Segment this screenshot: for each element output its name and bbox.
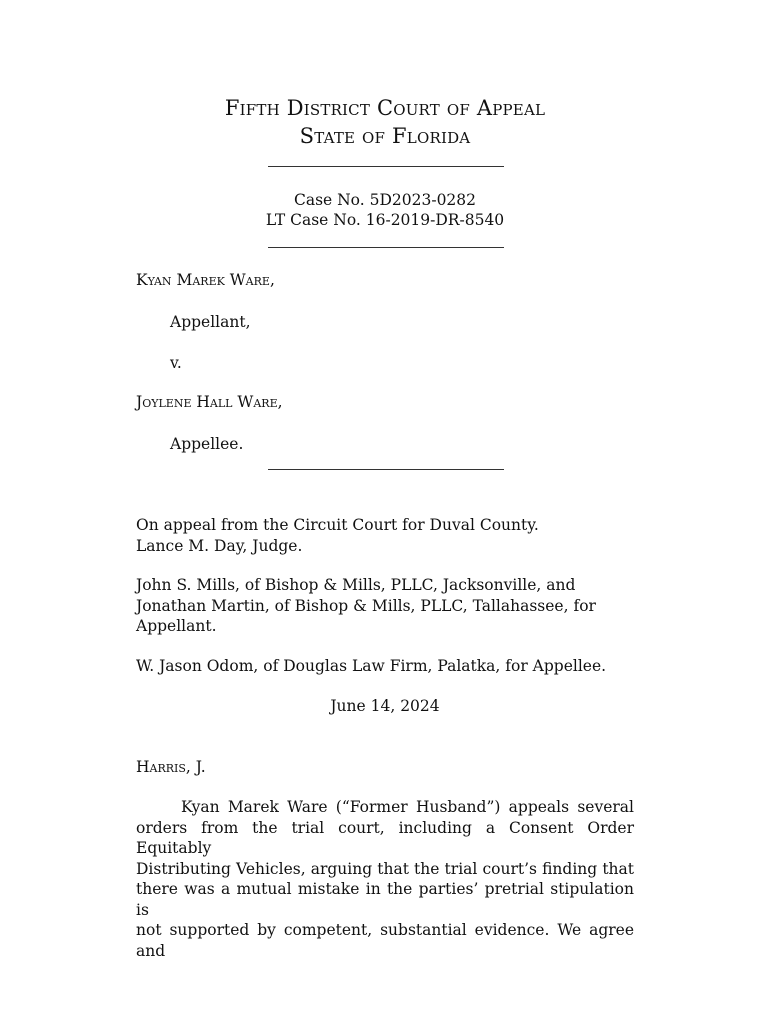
opinion-line: not supported by competent, substantial evidence. We agree and (136, 921, 634, 960)
opinion-author: Harris, J. (136, 758, 206, 776)
appellant-counsel (136, 575, 634, 637)
case-number: Case No. 5D2023-0282 (293, 191, 477, 209)
appeal-origin-line: On appeal from the Circuit Court for Duval County. (136, 516, 539, 534)
appeal-origin (136, 515, 634, 556)
opinion-line: there was a mutual mistake in the parties’ pretrial stipulation is (136, 880, 634, 919)
counsel-line: Appellant. (136, 617, 217, 635)
divider-parties (268, 469, 504, 470)
counsel-line: John S. Mills, of Bishop & Mills, PLLC, Jacksonville, and (136, 576, 576, 594)
appellee-role: Appellee. (170, 435, 244, 453)
counsel-line: Jonathan Martin, of Bishop & Mills, PLLC, Tallahassee, for (136, 596, 596, 615)
opinion-line: orders from the trial court, including a Consent Order Equitably (136, 818, 634, 857)
appellant-role: Appellant, (170, 313, 251, 331)
opinion-line: Distributing Vehicles, arguing that the trial court’s finding that (136, 859, 634, 878)
divider-case (268, 247, 504, 248)
appellee-name: Joylene Hall Ware, (136, 393, 283, 411)
opinion-line: Kyan Marek Ware (“Former Husband”) appeals several (181, 798, 634, 816)
opinion-paragraph (136, 797, 634, 961)
divider-top (268, 166, 504, 167)
versus: v. (170, 354, 182, 372)
opinion-date: June 14, 2024 (330, 697, 440, 715)
lower-tribunal-case-number: LT Case No. 16-2019-DR-8540 (265, 211, 505, 229)
court-name: Fifth District Court of Appeal (224, 96, 546, 120)
trial-judge-line: Lance M. Day, Judge. (136, 536, 303, 555)
court-state: State of Florida (299, 124, 471, 148)
appellant-name: Kyan Marek Ware, (136, 271, 275, 289)
appellee-counsel: W. Jason Odom, of Douglas Law Firm, Palatka, for Appellee. (136, 657, 607, 675)
